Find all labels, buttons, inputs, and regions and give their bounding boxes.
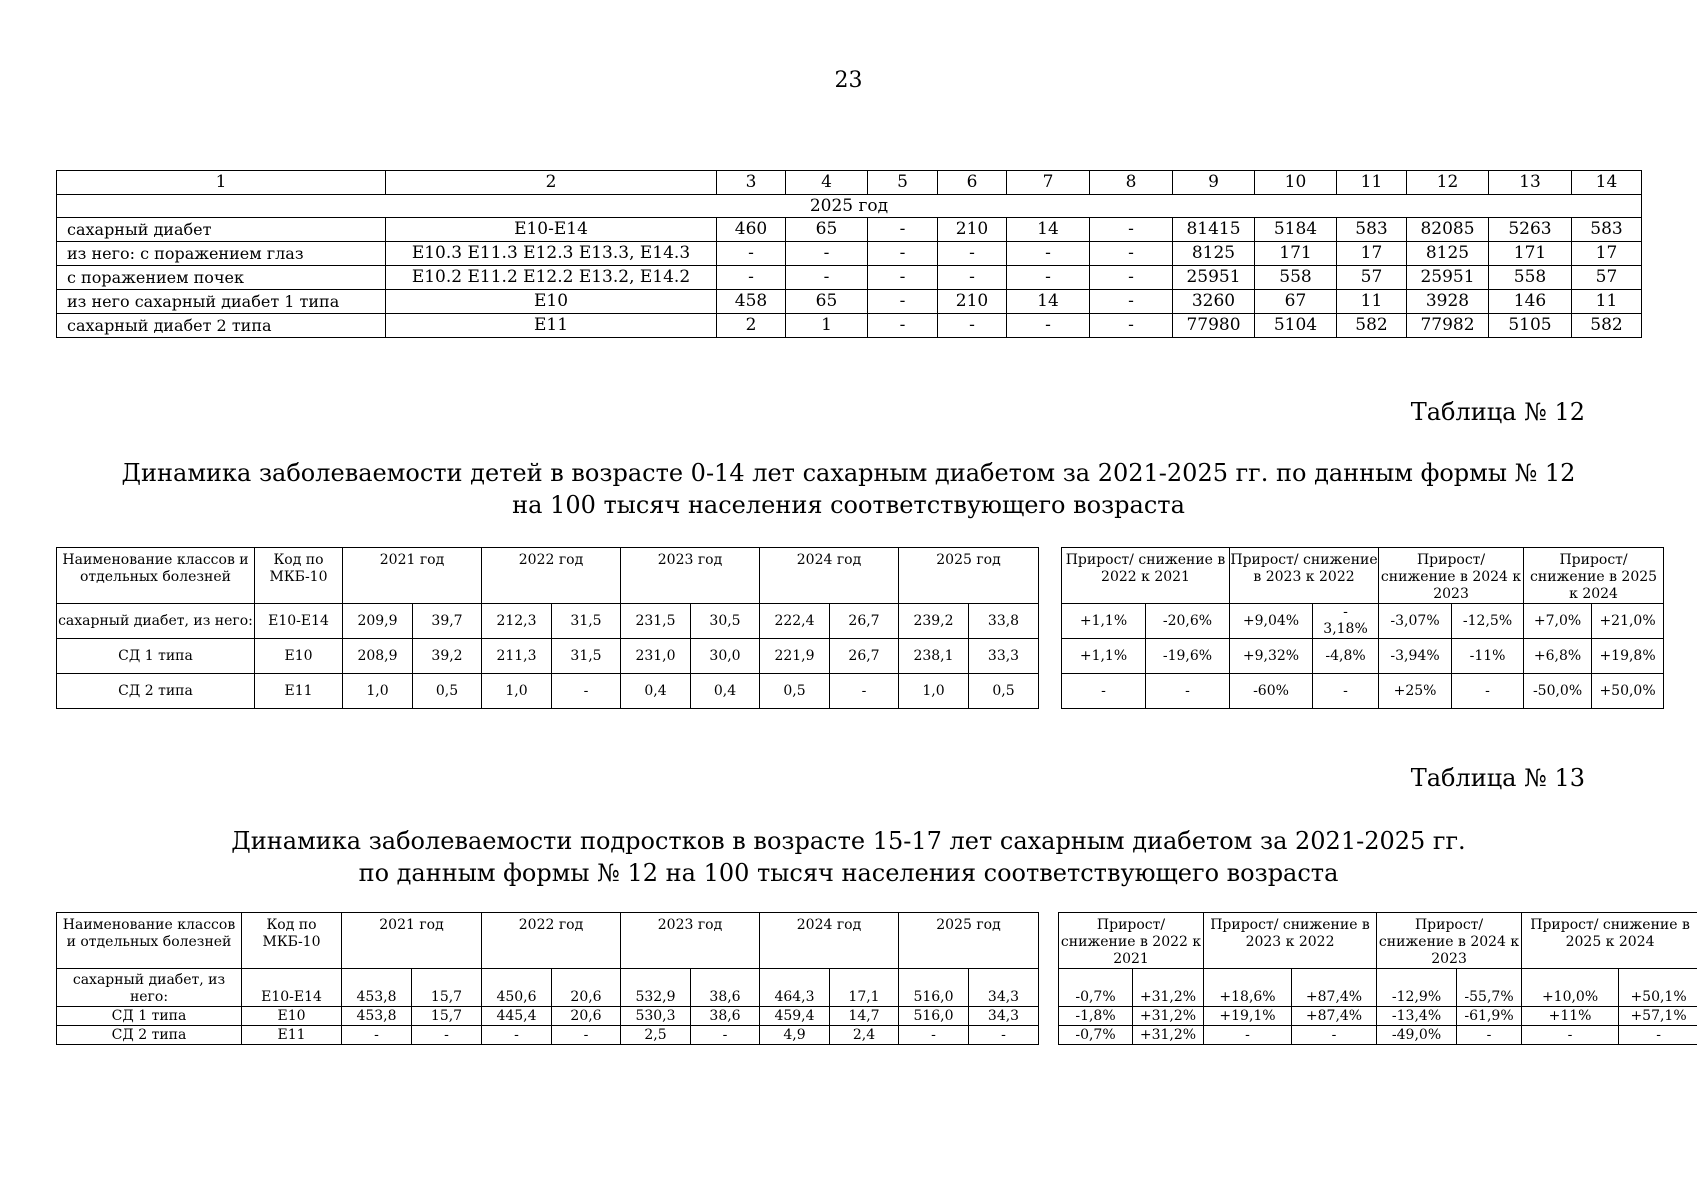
table-cell: 65 xyxy=(786,290,868,314)
growth-cell: +19,8% xyxy=(1592,639,1664,674)
table-cell: - xyxy=(938,266,1007,290)
growth-cell: -11% xyxy=(1452,639,1524,674)
table-cell: 14 xyxy=(1007,218,1090,242)
table-cell: 530,3 xyxy=(621,1007,691,1026)
table-cell: 210 xyxy=(938,218,1007,242)
growth-cell: - xyxy=(1452,674,1524,709)
growth-cell: -60% xyxy=(1230,674,1313,709)
growth-cell: -3,07% xyxy=(1379,604,1452,639)
table-row xyxy=(1059,1026,1697,1045)
table-cell: - xyxy=(969,1026,1039,1045)
table-cell: 516,0 xyxy=(899,1007,969,1026)
row-name: СД 2 типа xyxy=(57,1026,242,1045)
table-cell: 231,5 xyxy=(621,604,691,639)
h-growth: Прирост/ снижение в 2025 к 2024 xyxy=(1524,548,1664,604)
table-cell: 0,4 xyxy=(621,674,691,709)
row-code: Е10 xyxy=(255,639,343,674)
table-cell: 38,6 xyxy=(691,969,760,1007)
row-name: из него сахарный диабет 1 типа xyxy=(57,290,386,314)
growth-cell: +9,04% xyxy=(1230,604,1313,639)
growth-cell: - xyxy=(1146,674,1230,709)
h-growth: Прирост/ снижение в 2022 к 2021 xyxy=(1062,548,1230,604)
table-cell: 210 xyxy=(938,290,1007,314)
table-cell: 0,4 xyxy=(691,674,760,709)
row-name: с поражением почек xyxy=(57,266,386,290)
table-row xyxy=(1059,969,1697,1007)
row-code: Е10 xyxy=(386,290,717,314)
growth-cell: +19,1% xyxy=(1204,1007,1292,1026)
growth-cell: -12,5% xyxy=(1452,604,1524,639)
column-number: 1 xyxy=(57,171,386,195)
h-year: 2024 год xyxy=(760,913,899,969)
h-growth: Прирост/ снижение в 2025 к 2024 xyxy=(1522,913,1697,969)
growth-cell: - xyxy=(1292,1026,1377,1045)
table-cell: 39,2 xyxy=(413,639,482,674)
table-cell: 67 xyxy=(1255,290,1337,314)
table-cell: - xyxy=(868,242,938,266)
h-code: Код по МКБ-10 xyxy=(242,913,342,969)
growth-cell: - xyxy=(1619,1026,1697,1045)
table-cell: 0,5 xyxy=(969,674,1039,709)
table-cell: 26,7 xyxy=(830,604,899,639)
growth-cell: -12,9% xyxy=(1377,969,1457,1007)
table-row xyxy=(57,242,1642,266)
table-cell: 31,5 xyxy=(552,604,621,639)
table-cell: 34,3 xyxy=(969,1007,1039,1026)
table-cell: 5184 xyxy=(1255,218,1337,242)
top-table-header-row xyxy=(57,171,1642,195)
growth-cell: +31,2% xyxy=(1133,1007,1204,1026)
row-code: Е10-Е14 xyxy=(386,218,717,242)
row-code: Е10-Е14 xyxy=(242,969,342,1007)
table-cell: 1 xyxy=(786,314,868,338)
growth-cell: +31,2% xyxy=(1133,1026,1204,1045)
column-number: 14 xyxy=(1572,171,1642,195)
table12-growth xyxy=(1061,547,1664,709)
table13-title-line2: по данным формы № 12 на 100 тысяч населения соответствующего возраста xyxy=(358,859,1339,887)
table13-growth xyxy=(1058,912,1697,1045)
row-code: Е10.3 Е11.3 Е12.3 Е13.3, Е14.3 xyxy=(386,242,717,266)
table-cell: 2,4 xyxy=(830,1026,899,1045)
table-cell: 5263 xyxy=(1489,218,1572,242)
h-code: Код по МКБ-10 xyxy=(255,548,343,604)
table-cell: 57 xyxy=(1337,266,1407,290)
h-year: 2023 год xyxy=(621,913,760,969)
table-cell: - xyxy=(342,1026,412,1045)
table-cell: 1,0 xyxy=(482,674,552,709)
growth-cell: +57,1% xyxy=(1619,1007,1697,1026)
table-cell: 30,5 xyxy=(691,604,760,639)
table13-title-line1: Динамика заболеваемости подростков в возрасте 15-17 лет сахарным диабетом за 2021-2025 гг. xyxy=(231,827,1466,855)
h-name: Наименование классов и отдельных болезней xyxy=(57,913,242,969)
table-cell: 5104 xyxy=(1255,314,1337,338)
growth-cell: -4,8% xyxy=(1313,639,1379,674)
table-cell: 208,9 xyxy=(343,639,413,674)
row-name: сахарный диабет, из него: xyxy=(57,604,255,639)
table-cell: 11 xyxy=(1572,290,1642,314)
table-cell: 14,7 xyxy=(830,1007,899,1026)
table-cell: 8125 xyxy=(1407,242,1489,266)
table-cell: 34,3 xyxy=(969,969,1039,1007)
growth-cell: -61,9% xyxy=(1457,1007,1522,1026)
table-cell: - xyxy=(868,218,938,242)
growth-cell: -3,94% xyxy=(1379,639,1452,674)
table-row xyxy=(1062,639,1664,674)
table-row xyxy=(57,218,1642,242)
table-cell: - xyxy=(1090,266,1173,290)
table-cell: - xyxy=(830,674,899,709)
growth-cell: -0,7% xyxy=(1059,969,1133,1007)
row-name: из него: с поражением глаз xyxy=(57,242,386,266)
table12-title-line2: на 100 тысяч населения соответствующего возраста xyxy=(512,491,1185,519)
table-cell: 458 xyxy=(717,290,786,314)
table-cell: - xyxy=(868,266,938,290)
table12-number: Таблица № 12 xyxy=(1410,398,1585,426)
table-cell: - xyxy=(1007,314,1090,338)
table-cell: 5105 xyxy=(1489,314,1572,338)
table-cell: 211,3 xyxy=(482,639,552,674)
table-cell: 450,6 xyxy=(482,969,552,1007)
page-number: 23 xyxy=(834,68,863,93)
table-cell: 1,0 xyxy=(343,674,413,709)
growth-cell: -0,7% xyxy=(1059,1026,1133,1045)
table-cell: - xyxy=(1090,314,1173,338)
growth-cell: +18,6% xyxy=(1204,969,1292,1007)
growth-cell: - xyxy=(1313,674,1379,709)
table-cell: - xyxy=(938,242,1007,266)
table-cell: 15,7 xyxy=(412,1007,482,1026)
h-year: 2025 год xyxy=(899,913,1039,969)
column-number: 8 xyxy=(1090,171,1173,195)
table-cell: - xyxy=(786,266,868,290)
table-row xyxy=(57,604,1039,639)
table-cell: 0,5 xyxy=(760,674,830,709)
table-cell: 65 xyxy=(786,218,868,242)
growth-cell: -19,6% xyxy=(1146,639,1230,674)
table-cell: 2 xyxy=(717,314,786,338)
table-cell: - xyxy=(1090,242,1173,266)
table-cell: 4,9 xyxy=(760,1026,830,1045)
table-cell: 222,4 xyxy=(760,604,830,639)
row-name: СД 1 типа xyxy=(57,1007,242,1026)
row-code: Е10.2 Е11.2 Е12.2 Е13.2, Е14.2 xyxy=(386,266,717,290)
h-year: 2025 год xyxy=(899,548,1039,604)
growth-cell: +11% xyxy=(1522,1007,1619,1026)
table-cell: - xyxy=(412,1026,482,1045)
h-year: 2024 год xyxy=(760,548,899,604)
growth-cell: -13,4% xyxy=(1377,1007,1457,1026)
table-cell: 459,4 xyxy=(760,1007,830,1026)
table-cell: 30,0 xyxy=(691,639,760,674)
table-cell: - xyxy=(717,242,786,266)
table-cell: 453,8 xyxy=(342,969,412,1007)
table-cell: 1,0 xyxy=(899,674,969,709)
top-table xyxy=(56,170,1642,338)
table-cell: 26,7 xyxy=(830,639,899,674)
table12-values xyxy=(56,547,1039,709)
table-cell: 17,1 xyxy=(830,969,899,1007)
growth-cell: -49,0% xyxy=(1377,1026,1457,1045)
h-year: 2021 год xyxy=(343,548,482,604)
table-cell: 582 xyxy=(1337,314,1407,338)
table-row xyxy=(57,674,1039,709)
table-cell: - xyxy=(1007,266,1090,290)
column-number: 9 xyxy=(1173,171,1255,195)
table-cell: 57 xyxy=(1572,266,1642,290)
table13-values xyxy=(56,912,1039,1045)
growth-cell: - xyxy=(1457,1026,1522,1045)
table-cell: 33,3 xyxy=(969,639,1039,674)
table-cell: 532,9 xyxy=(621,969,691,1007)
row-name: сахарный диабет, из него: xyxy=(57,969,242,1007)
table-cell: 25951 xyxy=(1173,266,1255,290)
table-cell: 238,1 xyxy=(899,639,969,674)
table-cell: 82085 xyxy=(1407,218,1489,242)
table-row xyxy=(57,969,1039,1007)
top-table-year: 2025 год xyxy=(57,195,1642,218)
table-cell: - xyxy=(717,266,786,290)
table-cell: 11 xyxy=(1337,290,1407,314)
table-cell: 17 xyxy=(1572,242,1642,266)
growth-cell: +10,0% xyxy=(1522,969,1619,1007)
column-number: 4 xyxy=(786,171,868,195)
h-growth: Прирост/ снижение в 2023 к 2022 xyxy=(1230,548,1379,604)
table-cell: 20,6 xyxy=(552,1007,621,1026)
table-row xyxy=(1062,674,1664,709)
table-cell: 81415 xyxy=(1173,218,1255,242)
table-cell: - xyxy=(786,242,868,266)
row-code: Е11 xyxy=(255,674,343,709)
table-row xyxy=(57,639,1039,674)
column-number: 12 xyxy=(1407,171,1489,195)
h-year: 2021 год xyxy=(342,913,482,969)
table-cell: - xyxy=(1090,218,1173,242)
table-cell: 20,6 xyxy=(552,969,621,1007)
table-cell: 460 xyxy=(717,218,786,242)
column-number: 5 xyxy=(868,171,938,195)
h-year: 2023 год xyxy=(621,548,760,604)
table-row xyxy=(57,314,1642,338)
growth-cell: +31,2% xyxy=(1133,969,1204,1007)
table12-title-line1: Динамика заболеваемости детей в возрасте 0-14 лет сахарным диабетом за 2021-2025 гг. по данным формы № 12 xyxy=(121,459,1576,487)
row-name: сахарный диабет xyxy=(57,218,386,242)
row-name: СД 1 типа xyxy=(57,639,255,674)
table-row xyxy=(57,290,1642,314)
table-cell: 558 xyxy=(1489,266,1572,290)
growth-cell: +1,1% xyxy=(1062,604,1146,639)
table-cell: 239,2 xyxy=(899,604,969,639)
row-code: Е11 xyxy=(386,314,717,338)
table-cell: 171 xyxy=(1255,242,1337,266)
table-cell: - xyxy=(868,290,938,314)
growth-cell: +25% xyxy=(1379,674,1452,709)
table-cell: 582 xyxy=(1572,314,1642,338)
table-cell: 221,9 xyxy=(760,639,830,674)
table-row xyxy=(1062,604,1664,639)
table-cell: 212,3 xyxy=(482,604,552,639)
growth-cell: - xyxy=(1062,674,1146,709)
table-row xyxy=(1059,1007,1697,1026)
growth-cell: - 3,18% xyxy=(1313,604,1379,639)
table-cell: 3928 xyxy=(1407,290,1489,314)
growth-cell: +50,0% xyxy=(1592,674,1664,709)
table-cell: - xyxy=(552,674,621,709)
column-number: 6 xyxy=(938,171,1007,195)
table-cell: 8125 xyxy=(1173,242,1255,266)
growth-cell: +50,1% xyxy=(1619,969,1697,1007)
growth-cell: +87,4% xyxy=(1292,1007,1377,1026)
table-cell: 39,7 xyxy=(413,604,482,639)
column-number: 13 xyxy=(1489,171,1572,195)
table-cell: 231,0 xyxy=(621,639,691,674)
table-cell: 146 xyxy=(1489,290,1572,314)
row-name: сахарный диабет 2 типа xyxy=(57,314,386,338)
h-year: 2022 год xyxy=(482,548,621,604)
table-cell: - xyxy=(552,1026,621,1045)
table-cell: 209,9 xyxy=(343,604,413,639)
column-number: 10 xyxy=(1255,171,1337,195)
growth-cell: -1,8% xyxy=(1059,1007,1133,1026)
table-cell: 516,0 xyxy=(899,969,969,1007)
growth-cell: +6,8% xyxy=(1524,639,1592,674)
table-cell: 445,4 xyxy=(482,1007,552,1026)
column-number: 7 xyxy=(1007,171,1090,195)
table-cell: 3260 xyxy=(1173,290,1255,314)
table-cell: 77982 xyxy=(1407,314,1489,338)
table-cell: 33,8 xyxy=(969,604,1039,639)
table-cell: - xyxy=(868,314,938,338)
table-cell: 583 xyxy=(1572,218,1642,242)
table-cell: 583 xyxy=(1337,218,1407,242)
table13-number: Таблица № 13 xyxy=(1410,764,1585,792)
table-cell: 31,5 xyxy=(552,639,621,674)
growth-cell: +9,32% xyxy=(1230,639,1313,674)
growth-cell: -50,0% xyxy=(1524,674,1592,709)
table-cell: - xyxy=(482,1026,552,1045)
growth-cell: -55,7% xyxy=(1457,969,1522,1007)
table-cell: 171 xyxy=(1489,242,1572,266)
h-growth: Прирост/ снижение в 2022 к 2021 xyxy=(1059,913,1204,969)
column-number: 3 xyxy=(717,171,786,195)
table-cell: - xyxy=(1007,242,1090,266)
row-code: Е10 xyxy=(242,1007,342,1026)
table-cell: - xyxy=(899,1026,969,1045)
table-cell: 38,6 xyxy=(691,1007,760,1026)
table-row xyxy=(57,1007,1039,1026)
h-growth: Прирост/ снижение в 2024 к 2023 xyxy=(1377,913,1522,969)
table-cell: 558 xyxy=(1255,266,1337,290)
table-cell: 453,8 xyxy=(342,1007,412,1026)
h-growth: Прирост/ снижение в 2024 к 2023 xyxy=(1379,548,1524,604)
table-cell: 25951 xyxy=(1407,266,1489,290)
growth-cell: +21,0% xyxy=(1592,604,1664,639)
table-cell: 464,3 xyxy=(760,969,830,1007)
table-cell: 15,7 xyxy=(412,969,482,1007)
table-cell: 17 xyxy=(1337,242,1407,266)
h-name: Наименование классов и отдельных болезней xyxy=(57,548,255,604)
growth-cell: +7,0% xyxy=(1524,604,1592,639)
growth-cell: - xyxy=(1204,1026,1292,1045)
growth-cell: +1,1% xyxy=(1062,639,1146,674)
table-cell: 0,5 xyxy=(413,674,482,709)
h-year: 2022 год xyxy=(482,913,621,969)
table-cell: 77980 xyxy=(1173,314,1255,338)
h-growth: Прирост/ снижение в 2023 к 2022 xyxy=(1204,913,1377,969)
table-cell: 14 xyxy=(1007,290,1090,314)
table-cell: - xyxy=(938,314,1007,338)
growth-cell: +87,4% xyxy=(1292,969,1377,1007)
table-cell: - xyxy=(1090,290,1173,314)
table-row xyxy=(57,1026,1039,1045)
table-cell: 2,5 xyxy=(621,1026,691,1045)
row-code: Е11 xyxy=(242,1026,342,1045)
growth-cell: - xyxy=(1522,1026,1619,1045)
growth-cell: -20,6% xyxy=(1146,604,1230,639)
row-code: Е10-Е14 xyxy=(255,604,343,639)
column-number: 11 xyxy=(1337,171,1407,195)
table-cell: - xyxy=(691,1026,760,1045)
table-row xyxy=(57,266,1642,290)
row-name: СД 2 типа xyxy=(57,674,255,709)
column-number: 2 xyxy=(386,171,717,195)
